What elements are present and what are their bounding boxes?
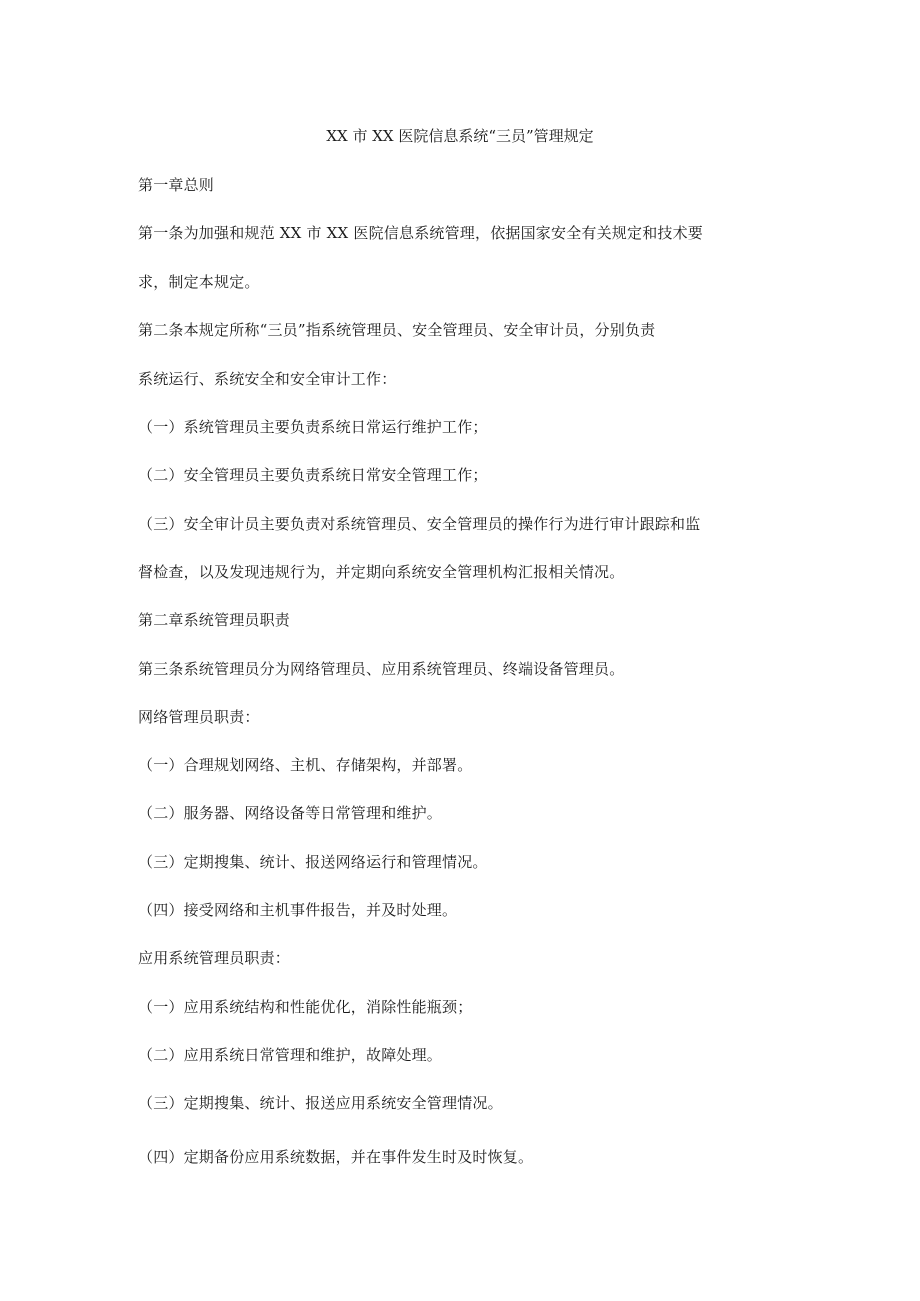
list-item: （三）安全审计员主要负责对系统管理员、安全管理员的操作行为进行审计跟踪和监 <box>138 515 701 533</box>
section-heading: 应用系统管理员职责： <box>138 949 291 967</box>
section-heading: 网络管理员职责： <box>138 708 260 726</box>
list-item: （一）系统管理员主要负责系统日常运行维护工作； <box>138 418 488 436</box>
list-item: （一）合理规划网络、主机、存储架构，并部署。 <box>138 756 473 774</box>
document-title: XX 市 XX 医院信息系统“三员”管理规定 <box>326 127 594 145</box>
list-item: （一）应用系统结构和性能优化，消除性能瓶颈； <box>138 998 473 1016</box>
list-item: （二）服务器、网络设备等日常管理和维护。 <box>138 804 443 822</box>
list-item: （二）应用系统日常管理和维护，故障处理。 <box>138 1046 443 1064</box>
article-line: 系统运行、系统安全和安全审计工作： <box>138 370 397 388</box>
article-line: 第二条本规定所称“三员”指系统管理员、安全管理员、安全审计员，分别负责 <box>138 321 656 339</box>
chapter-heading: 第一章总则 <box>138 176 215 194</box>
list-item: （三）定期搜集、统计、报送网络运行和管理情况。 <box>138 853 488 871</box>
list-item: 督检查，以及发现违规行为，并定期向系统安全管理机构汇报相关情况。 <box>138 563 625 581</box>
list-item: （四）定期备份应用系统数据，并在事件发生时及时恢复。 <box>138 1148 534 1166</box>
list-item: （二）安全管理员主要负责系统日常安全管理工作； <box>138 466 488 484</box>
article-line: 求，制定本规定。 <box>138 273 260 291</box>
article-line: 第一条为加强和规范 XX 市 XX 医院信息系统管理，依据国家安全有关规定和技术要 <box>138 224 703 242</box>
list-item: （四）接受网络和主机事件报告，并及时处理。 <box>138 901 458 919</box>
chapter-heading: 第二章系统管理员职责 <box>138 611 291 629</box>
list-item: （三）定期搜集、统计、报送应用系统安全管理情况。 <box>138 1094 503 1112</box>
article-line: 第三条系统管理员分为网络管理员、应用系统管理员、终端设备管理员。 <box>138 660 625 678</box>
